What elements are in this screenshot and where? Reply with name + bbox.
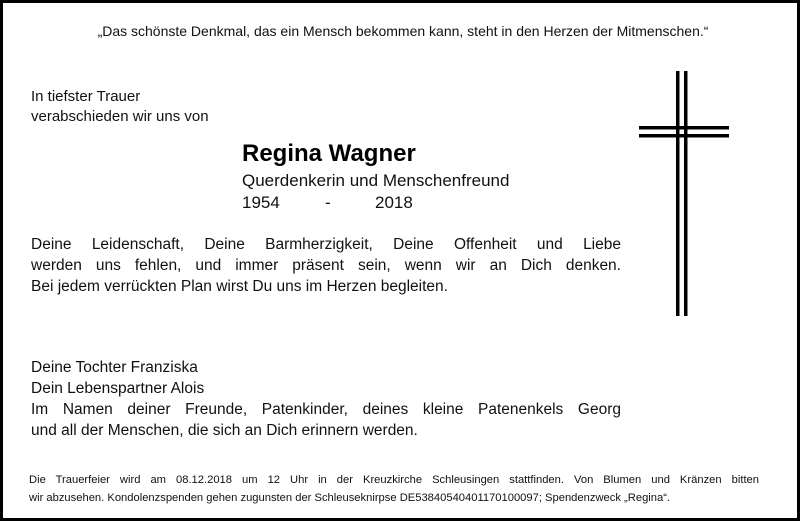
mourner-line-3: Im Namen deiner Freunde, Patenkinder, deines kleine Patenenkels Georg: [31, 401, 621, 418]
memorial-quote: „Das schönste Denkmal, das ein Mensch bekommen kann, steht in den Herzen der Mitmenschen.“: [97, 23, 709, 39]
intro-text: [31, 87, 209, 127]
mourner-line-4: und all der Menschen, die sich an Dich erinnern werden.: [31, 422, 418, 439]
birth-year: 1954: [242, 193, 280, 212]
tribute-paragraph: [31, 234, 621, 297]
tribute-line-2: werden uns fehlen, und immer präsent sein, wenn wir an Dich denken.: [31, 257, 621, 274]
funeral-info: [29, 471, 759, 507]
mourner-line-1: Deine Tochter Franziska: [31, 359, 198, 376]
death-year: 2018: [375, 193, 413, 212]
funeral-info-line-1: Die Trauerfeier wird am 08.12.2018 um 12 Uhr in der Kreuzkirche Schleusingen stattfinden. Von Blumen und Kränzen bitten: [29, 474, 759, 486]
cross-icon: [639, 71, 729, 316]
intro-line-2: verabschieden wir uns von: [31, 108, 209, 125]
deceased-name: Regina Wagner: [242, 140, 416, 167]
mourner-line-2: Dein Lebenspartner Alois: [31, 380, 205, 397]
tribute-line-1: Deine Leidenschaft, Deine Barmherzigkeit, Deine Offenheit und Liebe: [31, 236, 621, 253]
deceased-description: Querdenkerin und Menschenfreund: [242, 171, 510, 190]
tribute-line-3: Bei jedem verrückten Plan wirst Du uns im Herzen begleiten.: [31, 278, 448, 295]
mourners-block: [31, 357, 621, 441]
intro-line-1: In tiefster Trauer: [31, 88, 141, 105]
funeral-info-line-2: wir abzusehen. Kondolenzspenden gehen zugunsten der Schleuseknirpse DE53840540401170100097; Spendenzweck „Regina“.: [29, 492, 671, 504]
year-separator: -: [325, 193, 331, 212]
